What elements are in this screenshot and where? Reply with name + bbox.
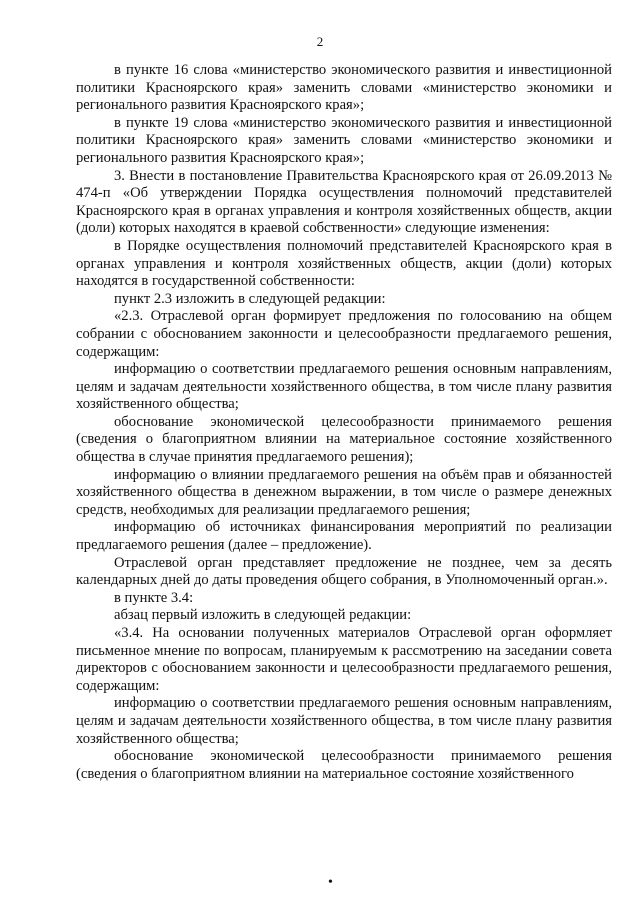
paragraph: обоснование экономической целесообразности принимаемого решения (сведения о благоприятном влиянии на материальное состояние хозяйственного общества в случае принятия предлагаемого решения); <box>76 413 612 466</box>
paragraph: абзац первый изложить в следующей редакции: <box>114 607 412 624</box>
paragraph: 3. Внести в постановление Правительства Красноярского края от 26.09.2013 № 474-п «Об утверждении Порядка осуществления полномочий представителей Красноярского края в органах управления и контроля хозяйственных обществ, акции (доли) которых находятся в краевой собственности» следующие изменения: <box>76 167 612 237</box>
paragraph: в пункте 19 слова «министерство экономического развития и инвестиционной политики Красноярского края» заменить словами «министерство экономики и регионального развития Красноярского края»; <box>76 114 612 166</box>
paragraph: информацию о влиянии предлагаемого решения на объём прав и обязанностей хозяйственного общества в денежном выражении, в том числе о размере денежных средств, необходимых для реализации предлагаемого решения; <box>76 466 612 518</box>
paragraph: «2.3. Отраслевой орган формирует предложения по голосованию на общем собрании с обоснованием законности и целесообразности предлагаемого решения, содержащим: <box>76 308 612 360</box>
paragraph: пункт 2.3 изложить в следующей редакции: <box>114 290 386 307</box>
paragraph: обоснование экономической целесообразности принимаемого решения (сведения о благоприятном влиянии на материальное состояние хозяйственного <box>76 748 612 782</box>
page-number: 2 <box>316 34 324 49</box>
paragraph: в пункте 16 слова «министерство экономического развития и инвестиционной политики Красноярского края» заменить словами «министерство экономики и регионального развития Красноярского края»; <box>76 62 612 114</box>
paragraph: информацию о соответствии предлагаемого решения основным направлениям, целям и задачам деятельности хозяйственного общества, в том числе плану развития хозяйственного общества; <box>76 695 612 747</box>
paragraph: в Порядке осуществления полномочий представителей Красноярского края в органах управления и контроля хозяйственных обществ, акции (доли) которых находятся в государственной собственности: <box>76 237 612 290</box>
paragraph: Отраслевой орган представляет предложение не позднее, чем за десять календарных дней до даты проведения общего собрания, в Уполномоченный орган.». <box>76 554 612 589</box>
paragraph: в пункте 3.4: <box>114 589 194 606</box>
paragraph: информацию об источниках финансирования мероприятий по реализации предлагаемого решения (далее – предложение). <box>76 519 612 554</box>
paragraph: информацию о соответствии предлагаемого решения основным направлениям, целям и задачам деятельности хозяйственного общества, в том числе плану развития хозяйственного общества; <box>76 361 612 413</box>
scan-speck: • <box>328 875 333 890</box>
paragraph: «3.4. На основании полученных материалов Отраслевой орган оформляет письменное мнение по вопросам, планируемым к рассмотрению на заседании совета директоров с обоснованием законности и целесообразности предлагаемого решения, содержащим: <box>76 625 612 694</box>
